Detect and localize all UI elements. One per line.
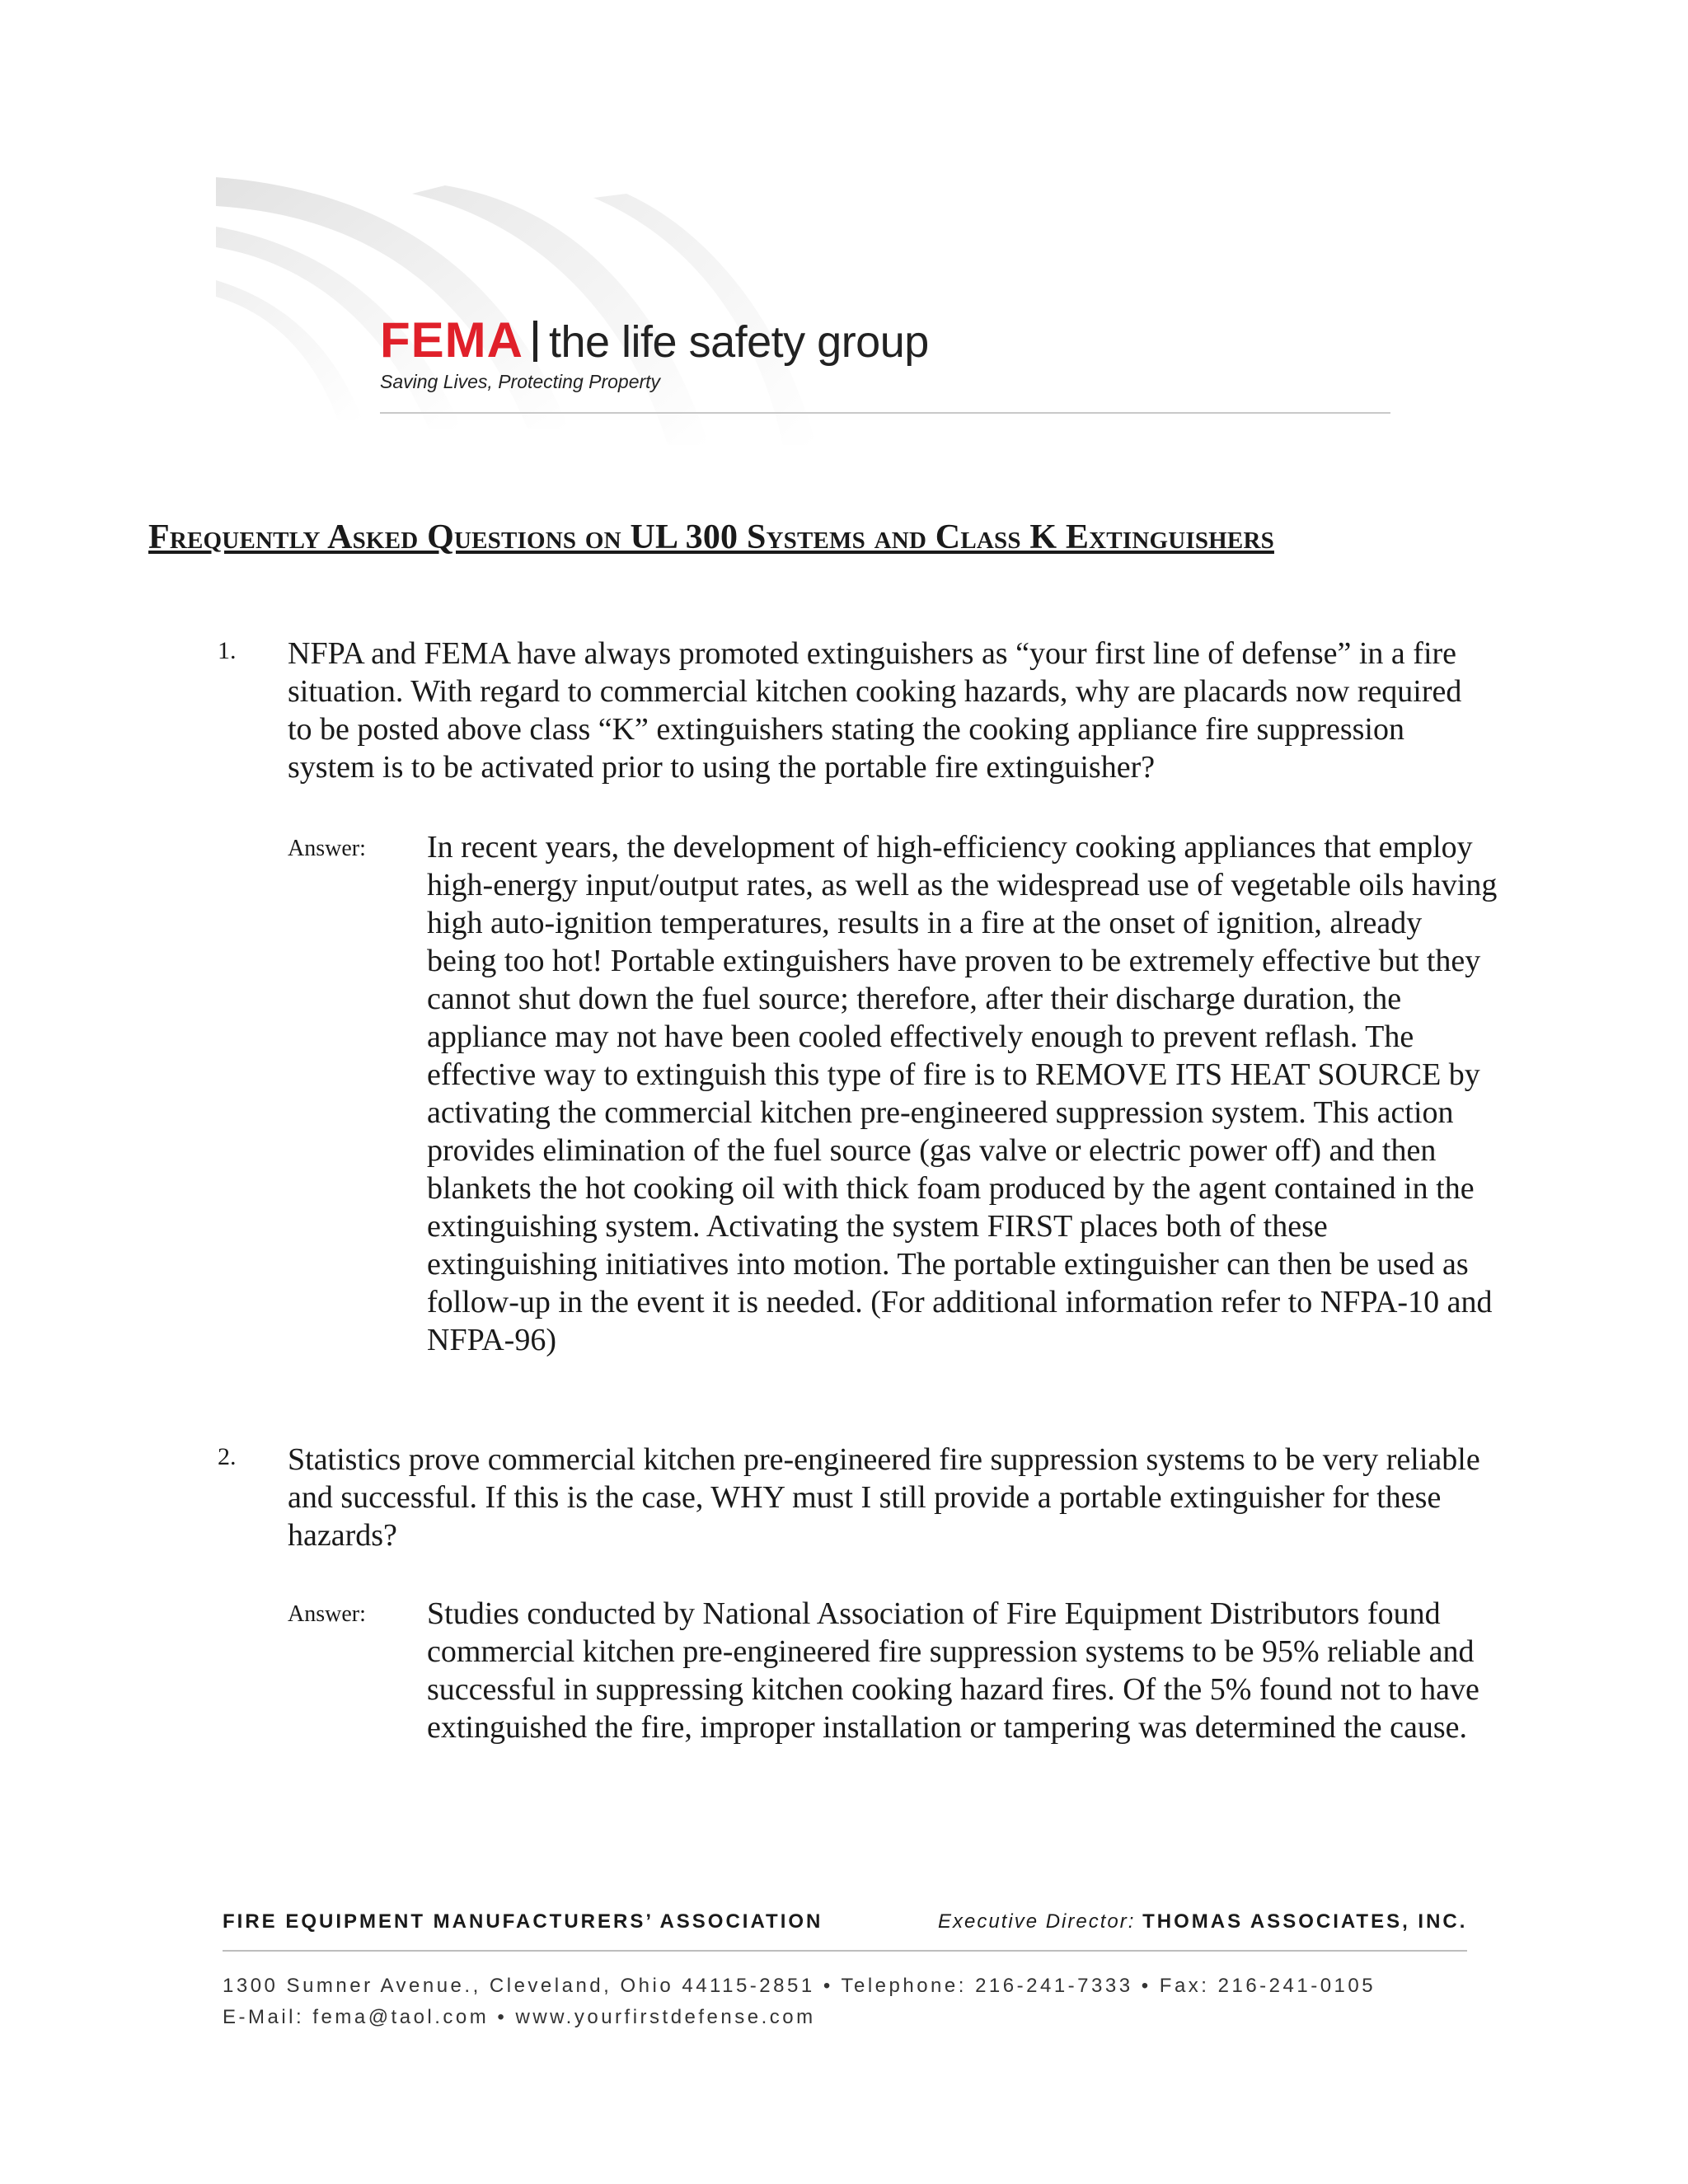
document-title: Frequently Asked Questions on UL 300 Systems and Class K Extinguishers	[148, 518, 1274, 556]
footer-address: 1300 Sumner Avenue., Cleveland, Ohio 44115-2851 • Telephone: 216-241-7333 • Fax: 216-241-0105	[223, 1975, 1376, 1997]
fema-logo	[380, 312, 929, 368]
logo-brand-text: FEMA	[380, 312, 523, 368]
executive-label: Executive Director:	[938, 1910, 1136, 1933]
header-divider	[380, 412, 1390, 414]
question-number: 2.	[218, 1443, 237, 1470]
answer-label: Answer:	[288, 1601, 366, 1627]
header-swoosh-graphic	[0, 0, 1688, 494]
footer-organization: FIRE EQUIPMENT MANUFACTURERS’ ASSOCIATION	[223, 1910, 823, 1933]
tagline: Saving Lives, Protecting Property	[380, 371, 661, 392]
footer-executive	[938, 1910, 1467, 1933]
question-text: NFPA and FEMA have always promoted extinguishers as “your first line of defense” in a fire situation. With regard to commercial kitchen cooking hazards, why are placards now required to be posted above class “K” extinguishers stating the cooking appliance fire suppression system is to be activated prior to using the portable fire extinguisher?	[288, 636, 1462, 785]
answer-label: Answer:	[288, 836, 366, 861]
question-text: Statistics prove commercial kitchen pre-engineered fire suppression systems to be very reliable and successful. If this is the case, WHY must I still provide a portable extinguisher for these hazards?	[288, 1442, 1480, 1553]
executive-name: THOMAS ASSOCIATES, INC.	[1142, 1910, 1468, 1933]
logo-separator	[533, 321, 537, 362]
answer-text: Studies conducted by National Association of Fire Equipment Distributors found commercial kitchen pre-engineered fire suppression systems to be 95% reliable and successful in suppressing kitchen cooking hazard fires. Of the 5% found not to have extinguished the fire, improper installation or tampering was determined the cause.	[427, 1596, 1479, 1745]
question-number: 1.	[218, 637, 237, 664]
answer-text: In recent years, the development of high-efficiency cooking appliances that employ high-energy input/output rates, as well as the widespread use of vegetable oils having high auto-ignition temperatures, results in a fire at the onset of ignition, already being too hot! Portable extinguishers have proven to be extremely effective but they cannot shut down the fuel source; therefore, after their discharge duration, the appliance may not have been cooled effectively enough to prevent reflash. The effective way to extinguish this type of fire is to REMOVE ITS HEAT SOURCE by activating the commercial kitchen pre-engineered suppression system. This action provides elimination of the fuel source (gas valve or electric power off) and then blankets the hot cooking oil with thick foam produced by the agent contained in the extinguishing system. Activating the system FIRST places both of these extinguishing initiatives into motion. The portable extinguisher can then be used as follow-up in the event it is needed. (For additional information refer to NFPA-10 and NFPA-96)	[427, 830, 1498, 1357]
logo-name-text: the life safety group	[548, 317, 929, 367]
footer-divider	[223, 1950, 1467, 1952]
footer-contact: E-Mail: fema@taol.com • www.yourfirstdefense.com	[223, 2006, 816, 2028]
